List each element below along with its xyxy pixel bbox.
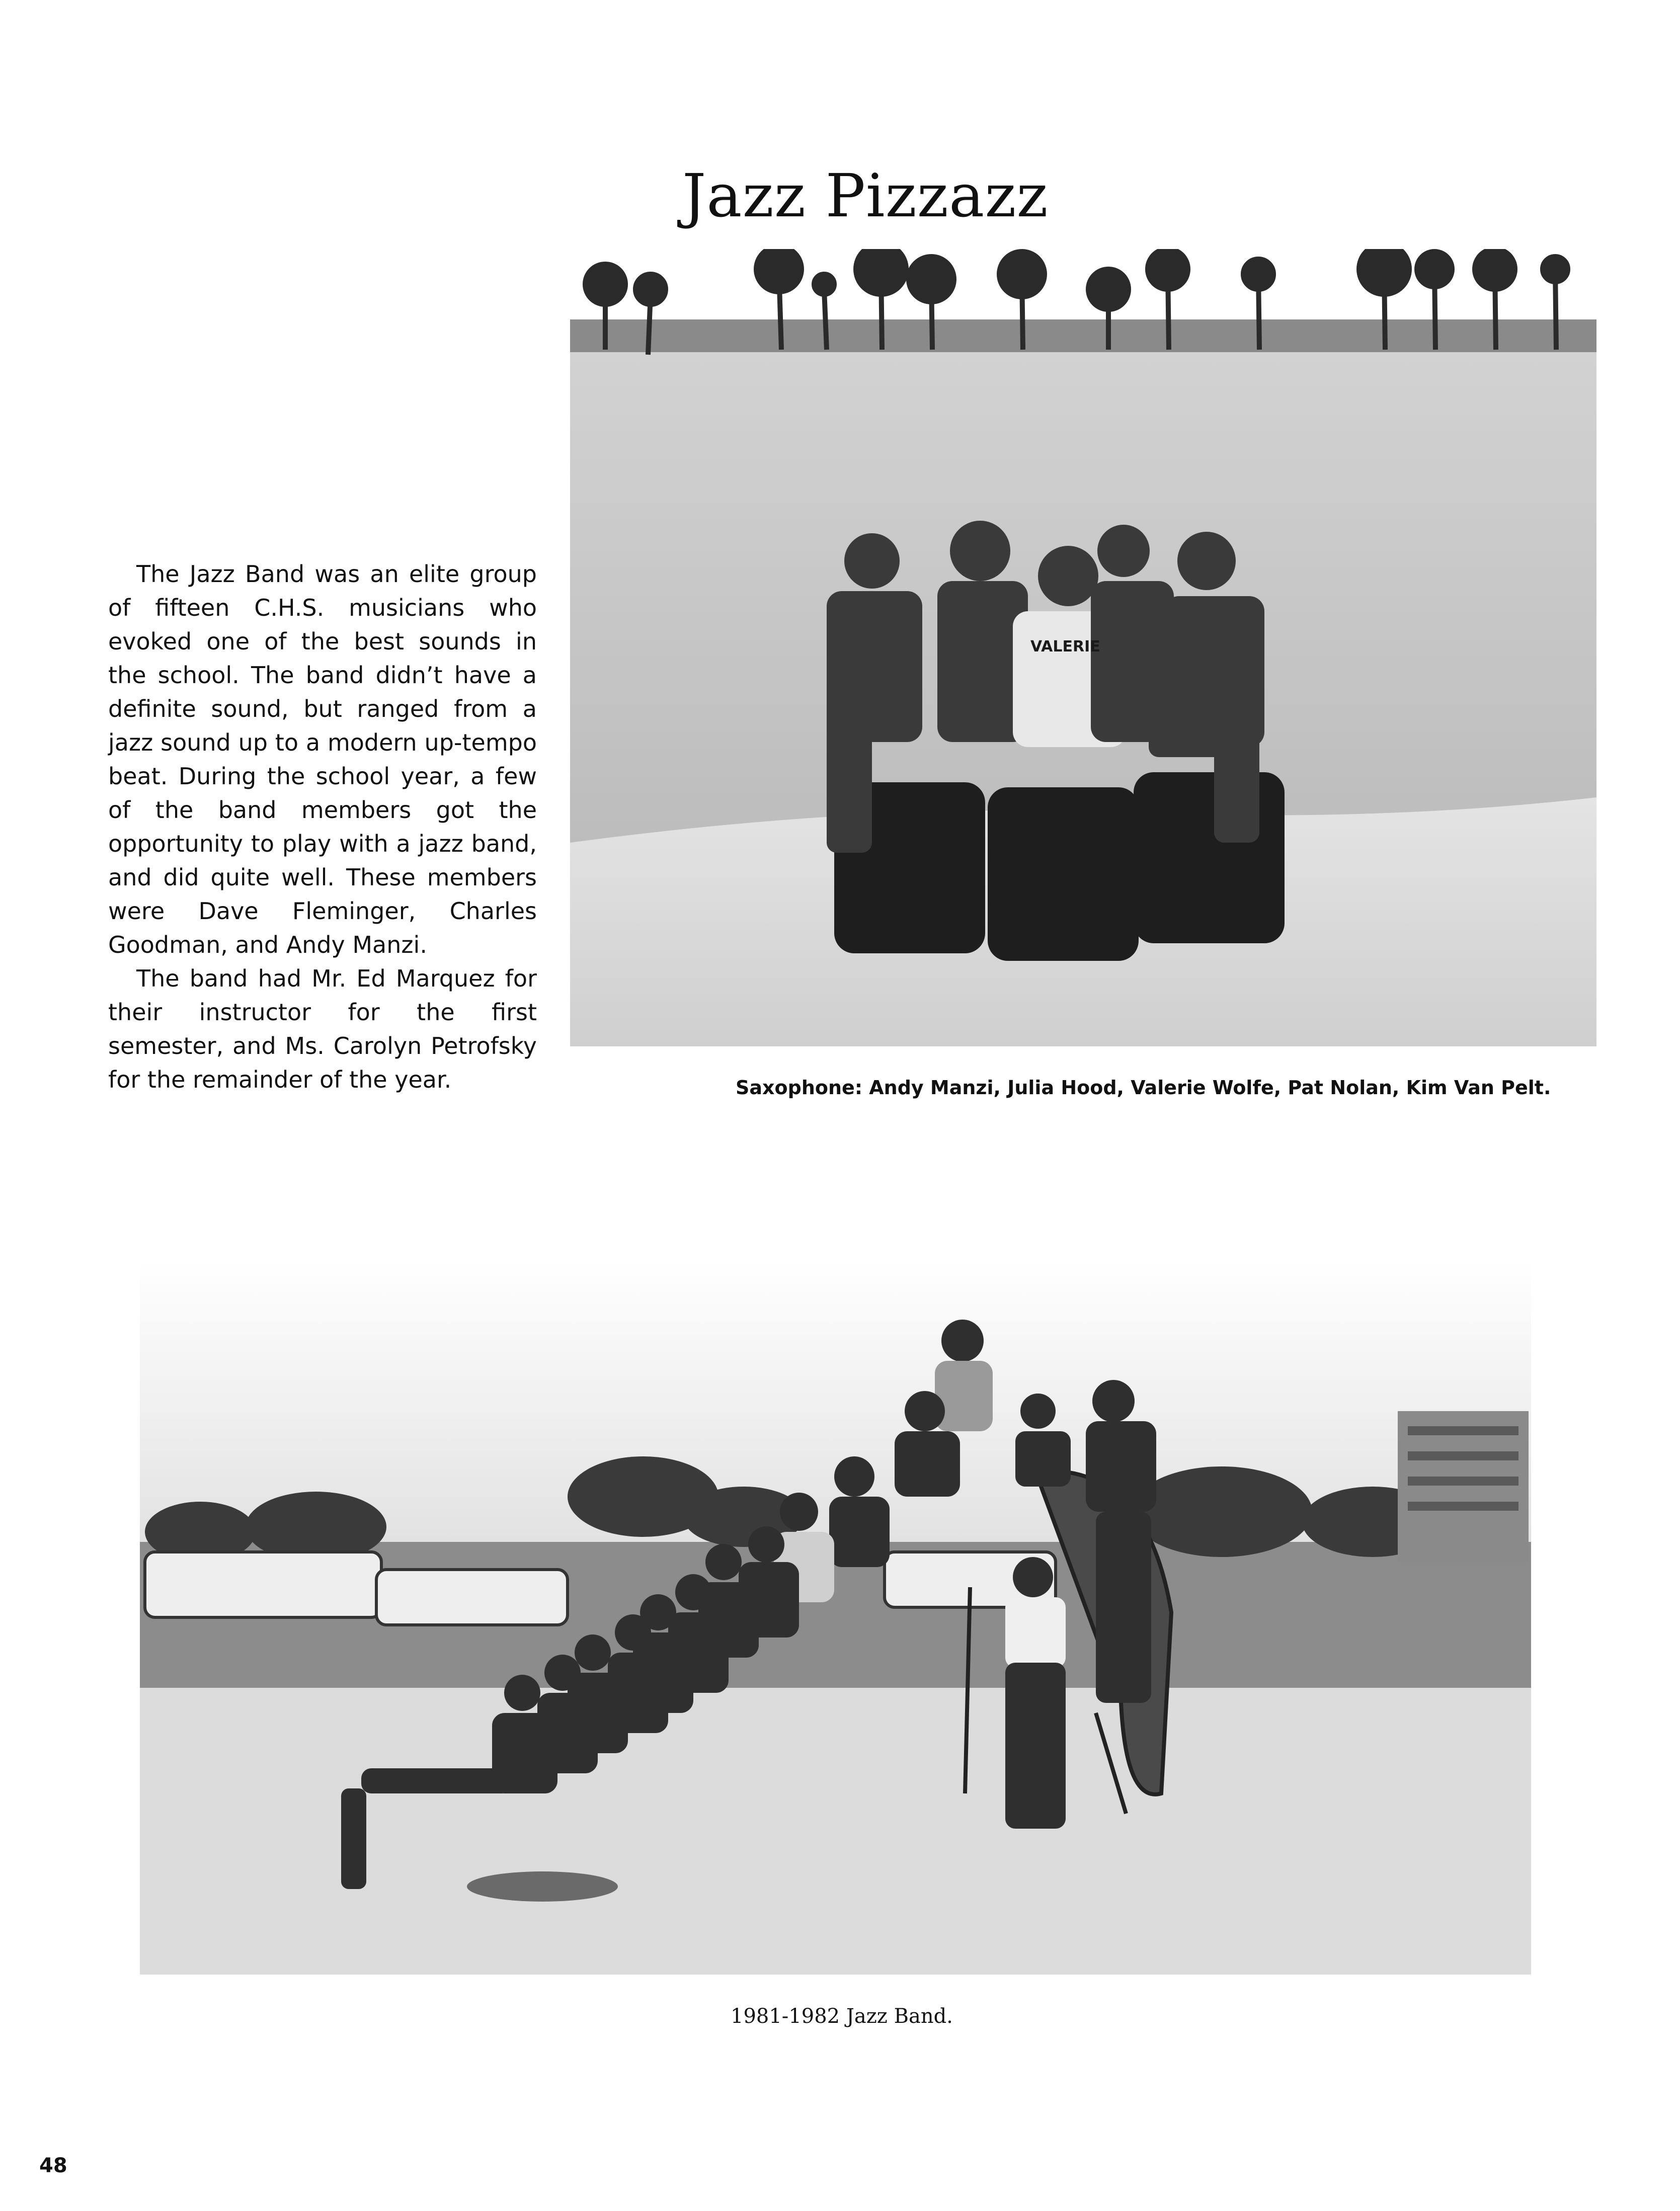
jazz-band-group-photo (140, 1260, 1531, 1975)
saxophone-section-photo (570, 249, 1596, 1046)
article-paragraph-2: The band had Mr. Ed Marquez for their instructor for the first semester, and Ms. Carolyn Petrofsky for the remainder of the year. (108, 965, 537, 1093)
saxophone-photo-image (570, 249, 1596, 1046)
article-body (108, 557, 537, 1097)
jazz-band-photo-image (140, 1260, 1531, 1975)
jazz-band-photo-caption: 1981-1982 Jazz Band. (731, 2005, 953, 2028)
page-number: 48 (39, 2154, 67, 2177)
article-paragraph-1: The Jazz Band was an elite group of fifteen C.H.S. musicians who evoked one of the best sounds in the school. The band didn’t have a definite sound, but ranged from a jazz sound up to a modern up-tempo beat. During the school year, a few of the band members got the opportunity to play with a jazz band, and did quite well. These members were Dave Fleminger, Charles Goodman, and Andy Manzi. (108, 560, 537, 958)
sweatshirt-text: VALERIE (1030, 638, 1100, 656)
page-title: Jazz Pizzazz (682, 161, 1049, 230)
saxophone-photo-caption: Saxophone: Andy Manzi, Julia Hood, Valerie Wolfe, Pat Nolan, Kim Van Pelt. (736, 1077, 1551, 1099)
